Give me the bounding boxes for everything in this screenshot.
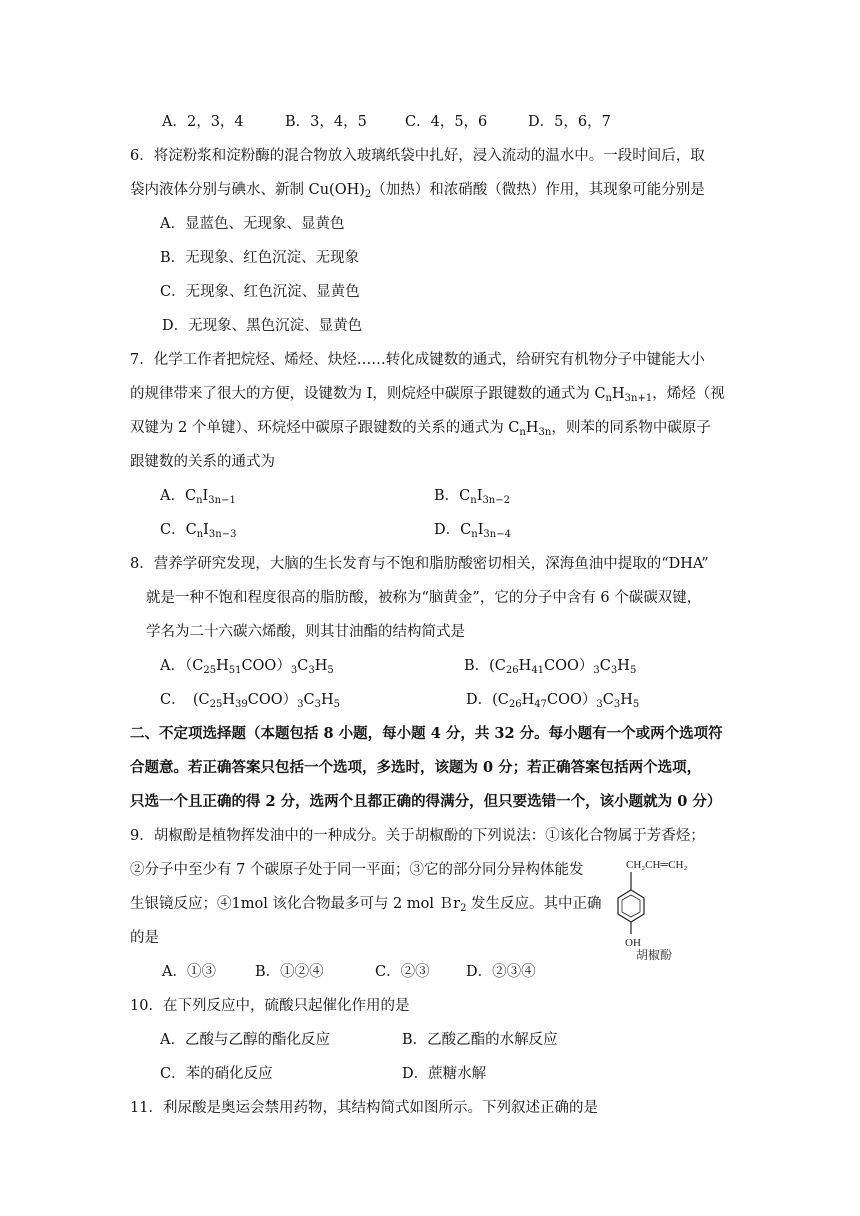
q9-option-c: C．②③: [375, 964, 430, 980]
q6-option-b: B．无现象、红色沉淀、无现象: [160, 250, 360, 266]
q7-option-d: D．$C_nI_{3n-4}$: [434, 522, 511, 540]
q7-stem-line2: 的规律带来了很大的方便，设键数为 I，则烷烃中碳原子跟键数的通式为 $C_nH_{3n+1}$，烯烃（视: [130, 386, 725, 404]
q8-option-a: A．$(C_{25}H_{51}COO)_3C_3H_5$: [160, 658, 334, 676]
q7-option-c: C．$C_nI_{3n-3}$: [160, 522, 237, 540]
q9-option-d: D．②③④: [466, 964, 536, 980]
figure-oh-label: OH: [625, 937, 641, 949]
q9-option-a: A．①③: [162, 964, 216, 980]
q8-stem-line1: 8．营养学研究发现，大脑的生长发育与不饱和脂肪酸密切相关，深海鱼油中提取的“DHA”: [130, 556, 709, 572]
q10-option-d: D．蔗糖水解: [402, 1066, 487, 1082]
q6-option-a: A．显蓝色、无现象、显黄色: [160, 216, 345, 232]
q9-stem-line4: 的是: [130, 930, 159, 946]
section2-heading-line2: 合题意。若正确答案只包括一个选项，多选时，该题为 0 分；若正确答案包括两个选项，: [130, 759, 702, 776]
benzene-ring-inner: [622, 895, 640, 917]
q5-option-a: A．2，3，4: [162, 114, 244, 130]
q6-stem-line2: 袋内液体分别与碘水、新制 $Cu(OH)_2$（加热）和浓硝酸（微热）作用，其现象可能分别是: [130, 182, 705, 200]
q9-stem-line3: 生银镜反应；④1mol 该化合物最多可与 2 mol Ｂr$_2$ 发生反应。其中正确: [130, 896, 602, 914]
q7-option-a: A．$C_nI_{3n-1}$: [160, 488, 236, 506]
q11-stem: 11．利尿酸是奥运会禁用药物，其结构简式如图所示。下列叙述正确的是: [130, 1100, 598, 1116]
q8-option-d: D．$(C_{26}H_{47}COO)_3C_3H_5$: [466, 692, 640, 710]
q10-option-c: C．苯的硝化反应: [160, 1066, 273, 1082]
q8-stem-line2: 就是一种不饱和程度很高的脂肪酸，被称为“脑黄金”，它的分子中含有 6 个碳碳双键，: [146, 590, 702, 606]
q7-stem-line4: 跟键数的关系的通式为: [130, 454, 275, 470]
q5-option-d: D．5，6，7: [528, 114, 611, 130]
q10-stem: 10．在下列反应中，硫酸只起催化作用的是: [130, 998, 410, 1014]
q8-option-b: B．$(C_{26}H_{41}COO)_3C_3H_5$: [464, 658, 637, 676]
q5-option-b: B．3，4，5: [285, 114, 367, 130]
q9-option-b: B．①②④: [255, 964, 324, 980]
q6-stem-line1: 6．将淀粉浆和淀粉酶的混合物放入玻璃纸袋中扎好，浸入流动的温水中。一段时间后，取: [130, 148, 705, 164]
q9-stem-line2: ②分子中至少有 7 个碳原子处于同一平面；③它的部分同分异构体能发: [130, 862, 584, 878]
q10-option-a: A．乙酸与乙醇的酯化反应: [160, 1032, 330, 1048]
figure-substituent-label: CH₂CH═CH₂: [626, 859, 688, 871]
q7-option-b: B．$C_nI_{3n-2}$: [434, 488, 510, 506]
q7-stem-line3: 双键为 2 个单键）、环烷烃中碳原子跟键数的关系的通式为 $C_nH_{3n}$，则苯的同系物中碳原子: [130, 420, 711, 438]
q9-stem-line1: 9．胡椒酚是植物挥发油中的一种成分。关于胡椒酚的下列说法：①该化合物属于芳香烃；: [130, 828, 705, 844]
q10-option-b: B．乙酸乙酯的水解反应: [402, 1032, 558, 1048]
q7-stem-line1: 7．化学工作者把烷烃、烯烃、炔烃……转化成键数的通式，给研究有机物分子中键能大小: [130, 352, 705, 368]
figure-caption: 胡椒酚: [636, 948, 673, 962]
q8-stem-line3: 学名为二十六碳六烯酸，则其甘油酯的结构简式是: [146, 624, 465, 640]
section2-heading-line3: 只选一个且正确的得 2 分，选两个且都正确的得满分，但只要选错一个，该小题就为 0 分）: [130, 793, 722, 810]
q6-option-c: C．无现象、红色沉淀、显黄色: [160, 284, 360, 300]
q8-option-c: C． $(C_{25}H_{39}COO)_3C_3H_5$: [160, 692, 340, 710]
q5-option-c: C．4，5，6: [405, 114, 488, 130]
q6-option-d: D．无现象、黑色沉淀、显黄色: [162, 318, 363, 334]
section2-heading-line1: 二、不定项选择题（本题包括 8 小题，每小题 4 分，共 32 分。每小题有一个或两个选项符: [130, 725, 723, 742]
